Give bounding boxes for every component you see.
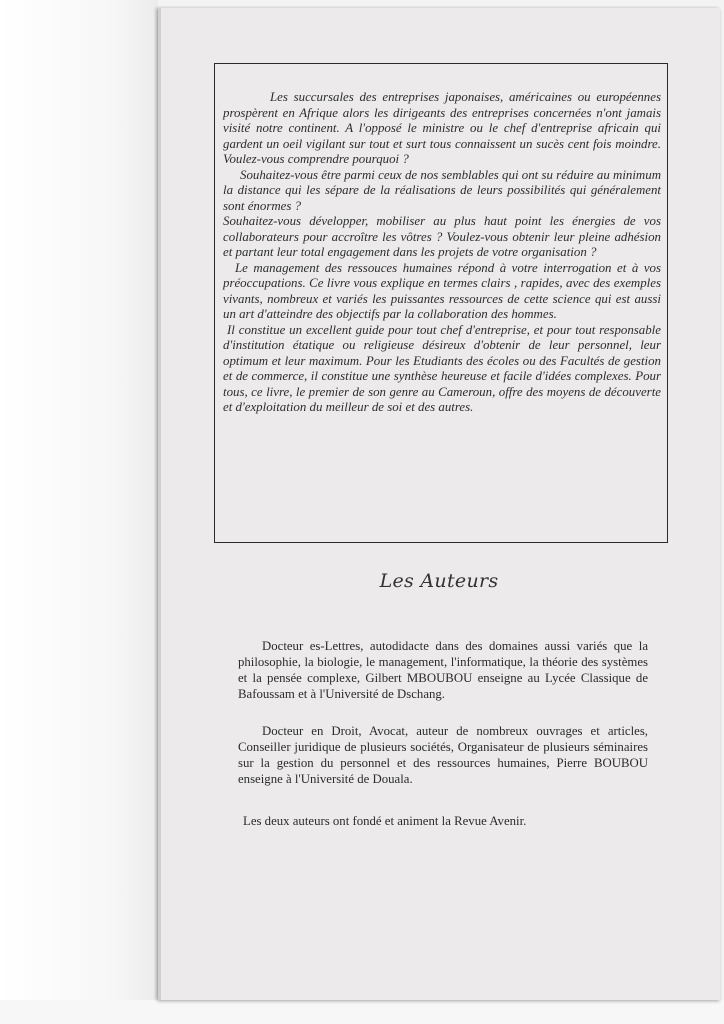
blurb-paragraph: Il constitue un excellent guide pour tout chef d'entreprise, et pour tout responsable d'institution étatique ou religieuse désireux d'obtenir de leur personnel, leur optimum et leur maximum. Pour les Etudiants des écoles ou des Facultés de gestion et de commerce, il constitue une synthèse heureuse et facile d'idées complexes. Pour tous, ce livre, le premier de son genre au Cameroun, offre des moyens de découverte et d'exploitation du meilleur de soi et des autres. [223, 322, 661, 414]
blurb-text [223, 90, 661, 416]
blurb-paragraph: Souhaitez-vous développer, mobiliser au plus haut point les énergies de vos collaborateurs pour accroître les vôtres ? Voulez-vous obtenir leur pleine adhésion et partant leur total engagement dans les projets de votre organisation ? [223, 214, 661, 259]
scanner-background-bottom [0, 1000, 724, 1024]
author-bio-boubou: Docteur en Droit, Avocat, auteur de nombreux ouvrages et articles, Conseiller juridique de plusieurs sociétés, Organisateur de plusieurs séminaires sur la gestion du personnel et des ressources humaines, Pierre BOUBOU enseigne à l'Université de Douala. [238, 724, 648, 786]
back-cover-page [158, 8, 720, 1000]
scanner-background [0, 0, 158, 1024]
blurb-paragraph: Le management des ressouces humaines répond à votre interrogation et à vos préoccupations. Ce livre vous explique en termes clairs , rapides, avec des exemples vivants, nombreux et variés les puissantes ressources de cette science qui est aussi un art d'atteindre des objectifs par la collaboration des hommes. [223, 260, 661, 321]
authors-closing-line: Les deux auteurs ont fondé et animent la Revue Avenir. [243, 814, 527, 828]
blurb-box [214, 63, 668, 543]
blurb-paragraph: Les succursales des entreprises japonaises, américaines ou européennes prospèrent en Afrique alors les dirigeants des entreprises concernées n'ont jamais visité notre continent. A l'opposé le ministre ou le chef d'entreprise africain qui gardent un oeil vigilant sur tout et surt tous connaissent un sucès cent fois moindre. Voulez-vous comprendre pourquoi ? [223, 90, 661, 166]
blurb-paragraph: Souhaitez-vous être parmi ceux de nos semblables qui ont su réduire au minimum la distance qui les sépare de la réalisations de leurs possibilités qui généralement sont énormes ? [223, 167, 661, 213]
authors-heading: Les Auteurs [379, 570, 499, 592]
author-bio-mboubou: Docteur es-Lettres, autodidacte dans des domaines aussi variés que la philosophie, la biologie, le management, l'informatique, la théorie des systèmes et la pensée complexe, Gilbert MBOUBOU enseigne au Lycée Classique de Bafoussam et à l'Université de Dschang. [238, 639, 648, 701]
page-edge-shadow [158, 8, 161, 1000]
